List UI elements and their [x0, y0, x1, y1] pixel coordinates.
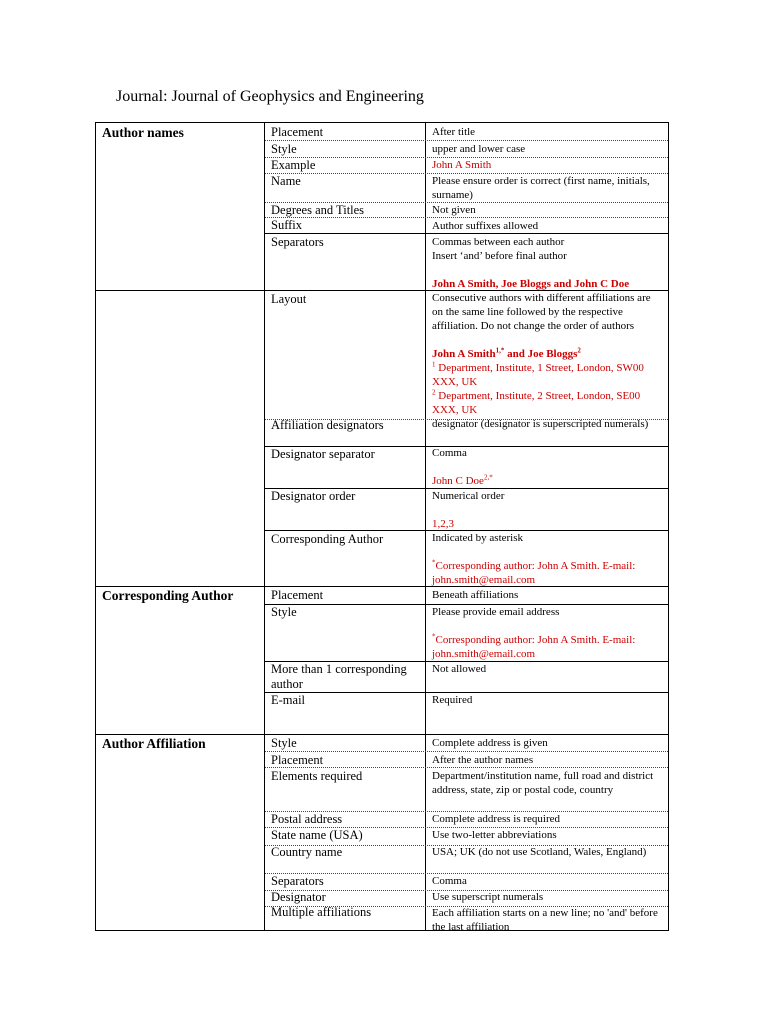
label-separators: Separators: [271, 235, 324, 249]
value-separators-line2: Insert ‘and’ before final author: [432, 250, 567, 262]
label-elements-required: Elements required: [271, 769, 363, 783]
value-multiple-affiliations: Each affiliation starts on a new line; no 'and' before the last affiliation: [432, 907, 658, 933]
label-state-name: State name (USA): [271, 828, 363, 842]
layout-aff2-sup: 2: [432, 388, 436, 397]
layout-example-sup1: 1,*: [495, 346, 505, 355]
value-corresponding-author: [432, 531, 664, 587]
designator-separator-example: John C Doe: [432, 475, 484, 487]
value-layout: [432, 291, 664, 417]
value-ca-placement: Beneath affiliations: [432, 589, 519, 601]
value-ca-style-text: Please provide email address: [432, 606, 560, 618]
designator-order-example: 1,2,3: [432, 518, 454, 530]
layout-example-sup2: 2: [577, 346, 581, 355]
label-suffix: Suffix: [271, 218, 303, 232]
value-state-name: Use two-letter abbreviations: [432, 829, 557, 841]
label-designator: Designator: [271, 890, 326, 904]
label-aff-style: Style: [271, 736, 297, 750]
value-placement: After title: [432, 126, 476, 138]
label-name: Name: [271, 174, 301, 188]
value-suffix: Author suffixes allowed: [432, 220, 539, 232]
value-name: Please ensure order is correct (first name, initials, surname): [432, 175, 650, 201]
value-layout-example: [432, 347, 664, 417]
section-author-names: Author names: [102, 125, 184, 140]
value-separators-line1: Commas between each author: [432, 236, 565, 248]
label-style: Style: [271, 142, 297, 156]
label-degrees: Degrees and Titles: [271, 203, 365, 217]
layout-example-name: John A Smith: [432, 348, 496, 360]
layout-aff2: Department, Institute, 2 Street, London, SE00 XXX, UK: [432, 390, 641, 416]
designator-separator-example-sup: 2,*: [483, 473, 493, 482]
ca-style-example: Corresponding author: John A Smith. E-mail: john.smith@email.com: [432, 634, 636, 660]
value-designator-separator: [432, 446, 664, 488]
label-ca-placement: Placement: [271, 588, 324, 602]
layout-aff1-sup: 1: [432, 360, 436, 369]
corresponding-author-example-sup: *: [432, 558, 436, 567]
section-author-affiliation: Author Affiliation: [102, 736, 206, 751]
label-email: E-mail: [271, 693, 306, 707]
value-separators-example: John A Smith, Joe Bloggs and John C Doe: [432, 278, 630, 290]
label-ca-style: Style: [271, 605, 297, 619]
value-aff-placement: After the author names: [432, 754, 534, 766]
author-style-table: [95, 122, 669, 931]
label-affiliation-designators: Affiliation designators: [271, 418, 384, 432]
label-example: Example: [271, 158, 316, 172]
label-layout: Layout: [271, 292, 307, 306]
layout-aff1: Department, Institute, 1 Street, London, SW00 XXX, UK: [432, 362, 644, 388]
label-aff-placement: Placement: [271, 753, 324, 767]
label-placement: Placement: [271, 125, 324, 139]
corresponding-author-example: Corresponding author: John A Smith. E-mail: john.smith@email.com: [432, 560, 636, 586]
label-corresponding-author: Corresponding Author: [271, 532, 384, 546]
label-country-name: Country name: [271, 845, 343, 859]
value-ca-style: [432, 605, 664, 661]
column-divider: [425, 123, 426, 930]
label-postal-address: Postal address: [271, 812, 343, 826]
value-email: Required: [432, 694, 473, 706]
value-layout-text: Consecutive authors with different affiliations are on the same line followed by the respective affiliation. Do not change the order of authors: [432, 292, 651, 332]
value-postal-address: Complete address is required: [432, 813, 560, 825]
value-separators: [432, 235, 664, 291]
ca-style-example-sup: *: [432, 632, 436, 641]
value-designator-separator-text: Comma: [432, 447, 467, 459]
value-designator: Use superscript numerals: [432, 891, 544, 903]
layout-example-and: and Joe Bloggs: [504, 348, 578, 360]
value-more-than-one: Not allowed: [432, 663, 487, 675]
value-corresponding-author-text: Indicated by asterisk: [432, 532, 524, 544]
value-example: John A Smith: [432, 159, 492, 171]
label-designator-separator: Designator separator: [271, 447, 375, 461]
label-aff-separators: Separators: [271, 874, 324, 888]
value-country-name: USA; UK (do not use Scotland, Wales, England): [432, 846, 647, 858]
journal-title: Journal: Journal of Geophysics and Engineering: [116, 88, 424, 105]
value-elements-required: Department/institution name, full road and district address, state, zip or postal code, country: [432, 770, 654, 796]
value-aff-style: Complete address is given: [432, 737, 548, 749]
label-designator-order: Designator order: [271, 489, 356, 503]
value-style: upper and lower case: [432, 143, 526, 155]
column-divider: [264, 123, 265, 930]
label-more-than-one: More than 1 corresponding author: [271, 662, 407, 691]
value-designator-order-text: Numerical order: [432, 490, 505, 502]
section-corresponding-author: Corresponding Author: [102, 588, 234, 603]
value-degrees: Not given: [432, 204, 476, 216]
value-affiliation-designators: designator (designator is superscripted numerals): [432, 418, 649, 430]
value-aff-separators: Comma: [432, 875, 467, 887]
label-multiple-affiliations: Multiple affiliations: [271, 905, 372, 919]
value-designator-order: [432, 489, 664, 531]
